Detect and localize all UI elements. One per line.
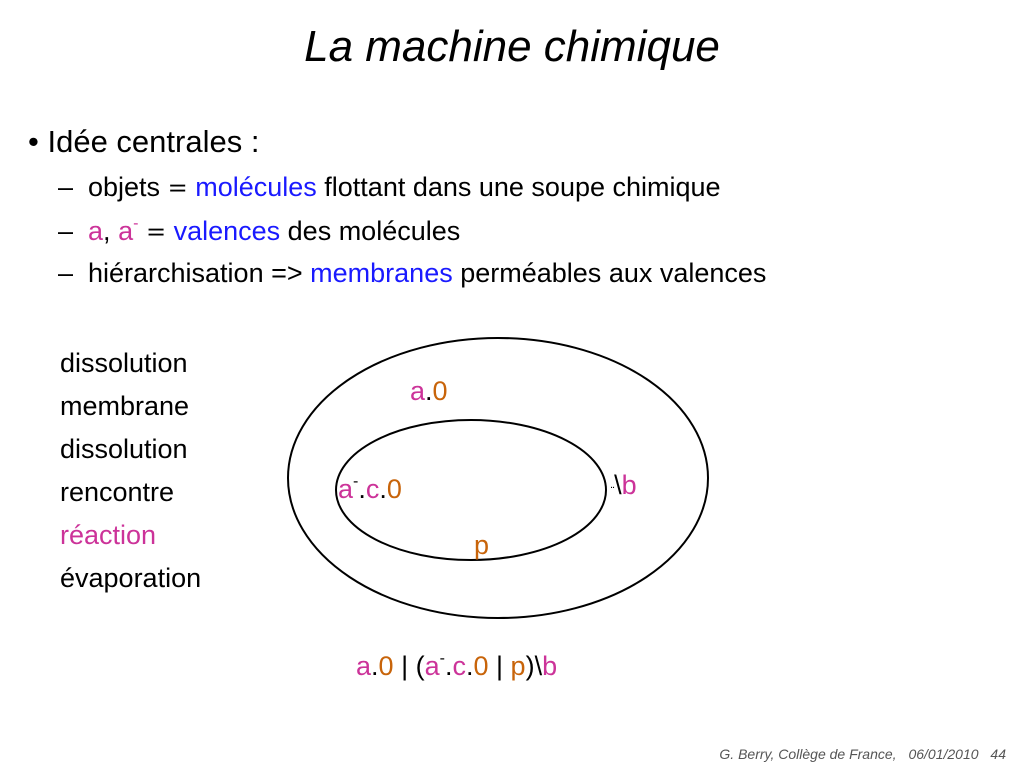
valence-a: a [88,216,104,246]
highlight-valences: valences [173,216,281,246]
equals-sign: = [167,174,188,202]
footer-author: G. Berry, Collège de France, [719,746,897,762]
step-membrane: membrane [60,391,190,421]
equals-sign: = [145,218,167,246]
subitem-text: hiérarchisation => [88,258,303,288]
page-number: 44 [990,746,1006,762]
step-evaporation: évaporation [60,563,202,593]
bullet-text: Idée centrales : [47,124,260,159]
step-rencontre: rencontre [60,477,175,507]
step-dissolution: dissolution [60,348,188,378]
footer-date: 06/01/2010 [908,746,979,762]
subitem-text: flottant dans une soupe chimique [324,172,721,202]
outer-molecule-label: a.0 [410,376,448,406]
inner-molecule-label: a-.c.0 [338,473,402,504]
bullet-marker: • [28,124,39,159]
dash: – [58,216,74,246]
subitem-text: perméables aux valences [460,258,767,288]
subitem-text: objets [88,172,161,202]
highlight-molecules: molécules [195,172,317,202]
subitem-text: des molécules [287,216,461,246]
slide-footer [711,746,1006,762]
process-p-label: p [474,530,490,560]
slide-title: La machine chimique [304,22,720,71]
comma: , [103,216,111,246]
highlight-membranes: membranes [310,258,453,288]
dash: – [58,258,74,288]
formula: a.0 | (a-.c.0 | p)\b [356,650,558,681]
step-dissolution-2: dissolution [60,434,188,464]
dash: – [58,172,74,202]
restriction-label: ..\b [610,470,637,500]
step-reaction: réaction [60,520,157,550]
covalence-a: a- [118,215,139,246]
